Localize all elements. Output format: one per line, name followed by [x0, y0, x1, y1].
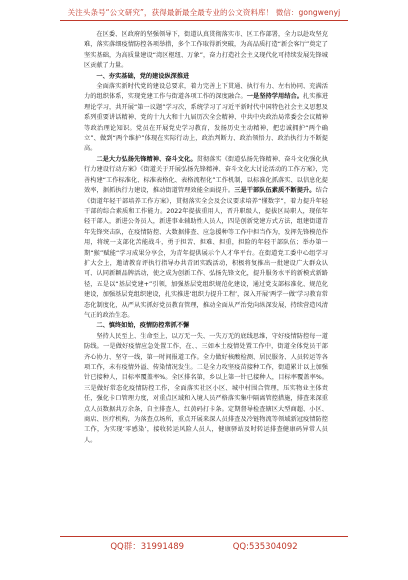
s1-text-b: 扎实推进理论学习，共开展“第一议题”学习次，系统学习了习近平新时代中国特色社会主义思想及系列重要讲话精神、党的十九大和十九届历次全会精神、中共中央政治局常委会会议精神等政治理论知识。党员在开展党史学习教育，发扬历史主动精神，把忠诚拥护“两个确立”、做到“两个维护”体现在实际行动上，政治判断力、政治领悟力、政治执行力不断提高。 [84, 93, 329, 153]
document-body [84, 30, 328, 446]
s1-text-d: 结合《街道年轻干部培养工作方案》，贯彻落实全会及会议要求培养“懂数字”，着力提升年轻干部的综合素质和工作能力。2022年提拔重用人，晋升职级人，提拔区局职人，现依年轻干部人，新进公务员人，新进事业辅助性人员人，四是创新党建方式方法，组建街道青年先锋突击队，在疫情防控、大数据排查、应急援种等工作中担当作为，发挥先锋模范作用，将统一支部化苦能战斗，勇于担苦、担难、担重，担险的年轻干部队伍；举办第一期“猴”赋能“学习成果分享会，为青年提供展示个人才华平台。在街道党工委中心组学习扩大会上，邀请教育评执行指导办共青团实践活动，积极将复推出一批建设广大群众认可、认同新颖品牌活动，使之成为创新工作、弘扬先锋文化，提升服务水平的新模式新路径，五是以“基层党建+”引领，加强基层党组织规范化建设，通过党支部标准化、规范化建设，加强基层党组织建设，扎实推进‘组织力提升工程’，深入开展‘两学一做’学习教育常态化制度化，从严从实抓好党员教育管理，推动全面从严治党向纵深发展，持续营造风清气正的政治生态。 [84, 187, 329, 319]
header-rule [60, 20, 348, 21]
s1-bold-2: 二是大力弘扬先锋精神、奋斗文化。 [96, 155, 197, 163]
contact-footer [0, 540, 408, 552]
qq-text: QQ:535304092 [232, 542, 298, 552]
section-1-paragraph-1 [84, 82, 328, 155]
section-2-paragraph-1: 坚持人民至上、生命至上，以万无一失、一失万无的底线思维，守好疫情防控每一道防线。一是做好疫情应急处置工作，在、、三如本土疫情处置工作中，街道全体党员干部齐心协力、坚守一线，第一时间报道工作。全力做好核酸检测、居民服务、人员转运等各项工作，未有疫情外溢、传染情况发生。二是全力攻坚疫苗接种工作，街道累计以上加强针已接种人，目标率覆盖率%。全区排名第，乡以上第一针已接种人，目标率覆盖率%。三是做好常态化疫情防控工作，全面落实社区小区、城中村围合管理，压实物业主体责任，强化卡口管理力度，对重点区域和入境人员严格落实集中隔离管控措施，排查来深重点人员数据共万余条，自主排查人，红黄码打卡条。定期督导检查辖区大型商超、小区、商店、医疗机构，为落查点场所，重点开展来深人员排查及冷链物流等领域新冠疫情防控工作，为实现‘零感染’，接收转运风险人员人，健康驿站及时转运排查健康码异常人员人。 [84, 332, 328, 444]
s1-bold-3: 三是干部队伍素质不断提升。 [234, 187, 316, 195]
section-1-paragraph-2 [84, 155, 328, 322]
promo-banner: 关注头条号“公文研究”，获得最新最全最专业的公文资料库！ 微信：gongwenyj [67, 8, 341, 17]
intro-paragraph: 在区委、区政府的坚强领导下，街道认真贯彻落实市、区工作部署，全力以赴攻坚克难，落实落细疫情防控各项举措，多个工作取得新突破，为高品质打造“新会客厅”奠定了坚实基础，为高质量建设“湾区枢纽、万象”，奋力打造社会主义现代化可持续发展先锋城区贡献了力量。 [84, 31, 328, 70]
s1-text-c: 贯彻落实《街道弘扬先锋精神、奋斗文化强化执行力建设行动方案》《街道关于开展弘扬先锋精神、奋斗文化大讨论活动的工作方案》，完善构建“工作标准化、标准表格化、表格流程化”工作机制，以标准化抓落实、以信息化提效率，据抓执行力建设，推动街道管理效能全面提升。 [84, 155, 328, 195]
section-1-heading: 一、夯实基础，党的建设纵深推进 [96, 72, 190, 80]
s1-bold-1: 一是坚持学用结合。 [246, 93, 304, 101]
s1-text-a: 全面落实新时代党的建设总要求，着力完善上下贯通、执行有力、左右协同、充满活力的组织体系，实现党建工作与街道各项工作的深度融合。 [84, 83, 328, 101]
section-2-heading: 二、慎终如始，疫情防控常抓不懈 [96, 322, 190, 330]
footer-rule [60, 536, 348, 537]
qq-group-text: QQ群：31991489 [110, 542, 185, 552]
